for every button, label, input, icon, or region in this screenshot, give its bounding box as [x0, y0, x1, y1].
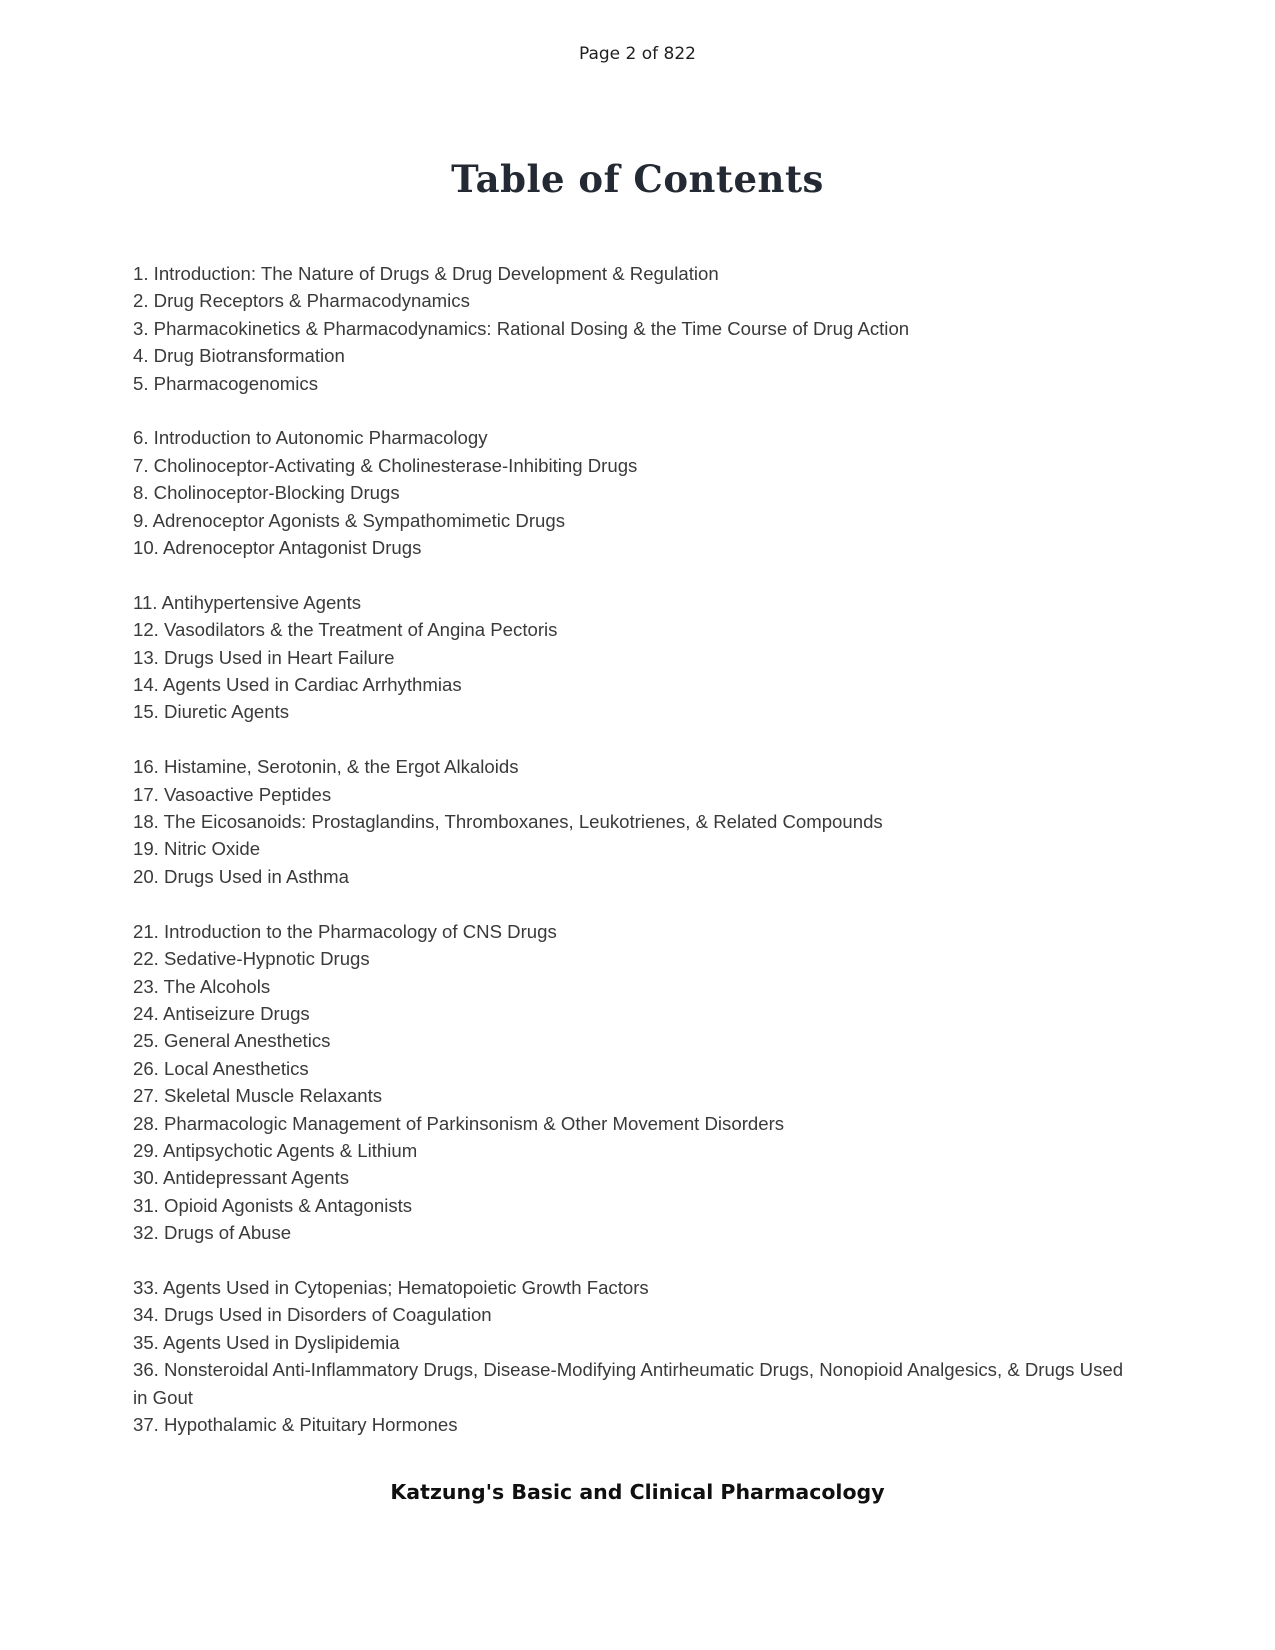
toc-item: 14. Agents Used in Cardiac Arrhythmias	[133, 674, 462, 696]
toc-item: 30. Antidepressant Agents	[133, 1167, 350, 1189]
toc-item: 11. Antihypertensive Agents	[133, 591, 362, 613]
toc-item: 13. Drugs Used in Heart Failure	[133, 646, 395, 668]
toc-item: 32. Drugs of Abuse	[133, 1222, 292, 1244]
toc-item: 17. Vasoactive Peptides	[133, 783, 332, 805]
toc-item: 36. Nonsteroidal Anti-Inflammatory Drugs, Disease-Modifying Antirheumatic Drugs, Nonopioid Analgesics, & Drugs Used in Gout	[133, 1359, 1124, 1408]
toc-item: 10. Adrenoceptor Antagonist Drugs	[133, 537, 422, 559]
toc-item: 23. The Alcohols	[133, 975, 271, 997]
toc-item: 28. Pharmacologic Management of Parkinsonism & Other Movement Disorders	[133, 1112, 785, 1134]
toc-item: 22. Sedative-Hypnotic Drugs	[133, 948, 370, 970]
toc-item: 8. Cholinoceptor-Blocking Drugs	[133, 482, 400, 504]
toc-group	[133, 1274, 1142, 1438]
toc-group	[133, 918, 1142, 1247]
toc-item: 31. Opioid Agonists & Antagonists	[133, 1194, 413, 1216]
toc-item: 20. Drugs Used in Asthma	[133, 865, 349, 887]
toc-item: 3. Pharmacokinetics & Pharmacodynamics: Rational Dosing & the Time Course of Drug Action	[133, 317, 910, 339]
page-number: Page 2 of 822	[578, 44, 697, 64]
toc-group	[133, 424, 1142, 561]
toc-item: 1. Introduction: The Nature of Drugs & Drug Development & Regulation	[133, 263, 719, 284]
toc-group	[133, 753, 1142, 890]
toc-item: 18. The Eicosanoids: Prostaglandins, Thromboxanes, Leukotrienes, & Related Compounds	[133, 811, 883, 833]
toc-item: 35. Agents Used in Dyslipidemia	[133, 1331, 400, 1353]
book-title: Katzung's Basic and Clinical Pharmacology	[390, 1480, 885, 1505]
toc-item: 34. Drugs Used in Disorders of Coagulation	[133, 1304, 492, 1326]
toc-item: 6. Introduction to Autonomic Pharmacology	[133, 427, 488, 449]
toc-group	[133, 260, 1142, 397]
toc-item: 5. Pharmacogenomics	[133, 372, 318, 394]
toc-item: 2. Drug Receptors & Pharmacodynamics	[133, 290, 470, 312]
toc-item: 26. Local Anesthetics	[133, 1057, 309, 1079]
toc-item: 37. Hypothalamic & Pituitary Hormones	[133, 1413, 458, 1435]
page-title: Table of Contents	[451, 157, 824, 201]
toc-list	[133, 260, 1142, 1438]
toc-item: 21. Introduction to the Pharmacology of CNS Drugs	[133, 920, 557, 942]
toc-item: 9. Adrenoceptor Agonists & Sympathomimetic Drugs	[133, 509, 565, 531]
toc-item: 27. Skeletal Muscle Relaxants	[133, 1085, 383, 1107]
toc-item: 16. Histamine, Serotonin, & the Ergot Alkaloids	[133, 756, 519, 778]
toc-item: 19. Nitric Oxide	[133, 838, 261, 860]
toc-item: 12. Vasodilators & the Treatment of Angina Pectoris	[133, 619, 558, 641]
toc-item: 33. Agents Used in Cytopenias; Hematopoietic Growth Factors	[133, 1276, 649, 1298]
toc-item: 29. Antipsychotic Agents & Lithium	[133, 1139, 418, 1161]
toc-item: 4. Drug Biotransformation	[133, 345, 345, 367]
toc-item: 25. General Anesthetics	[133, 1030, 331, 1052]
toc-group	[133, 589, 1142, 726]
toc-item: 15. Diuretic Agents	[133, 701, 290, 723]
toc-item: 24. Antiseizure Drugs	[133, 1002, 310, 1024]
toc-item: 7. Cholinoceptor-Activating & Cholinesterase-Inhibiting Drugs	[133, 454, 638, 476]
